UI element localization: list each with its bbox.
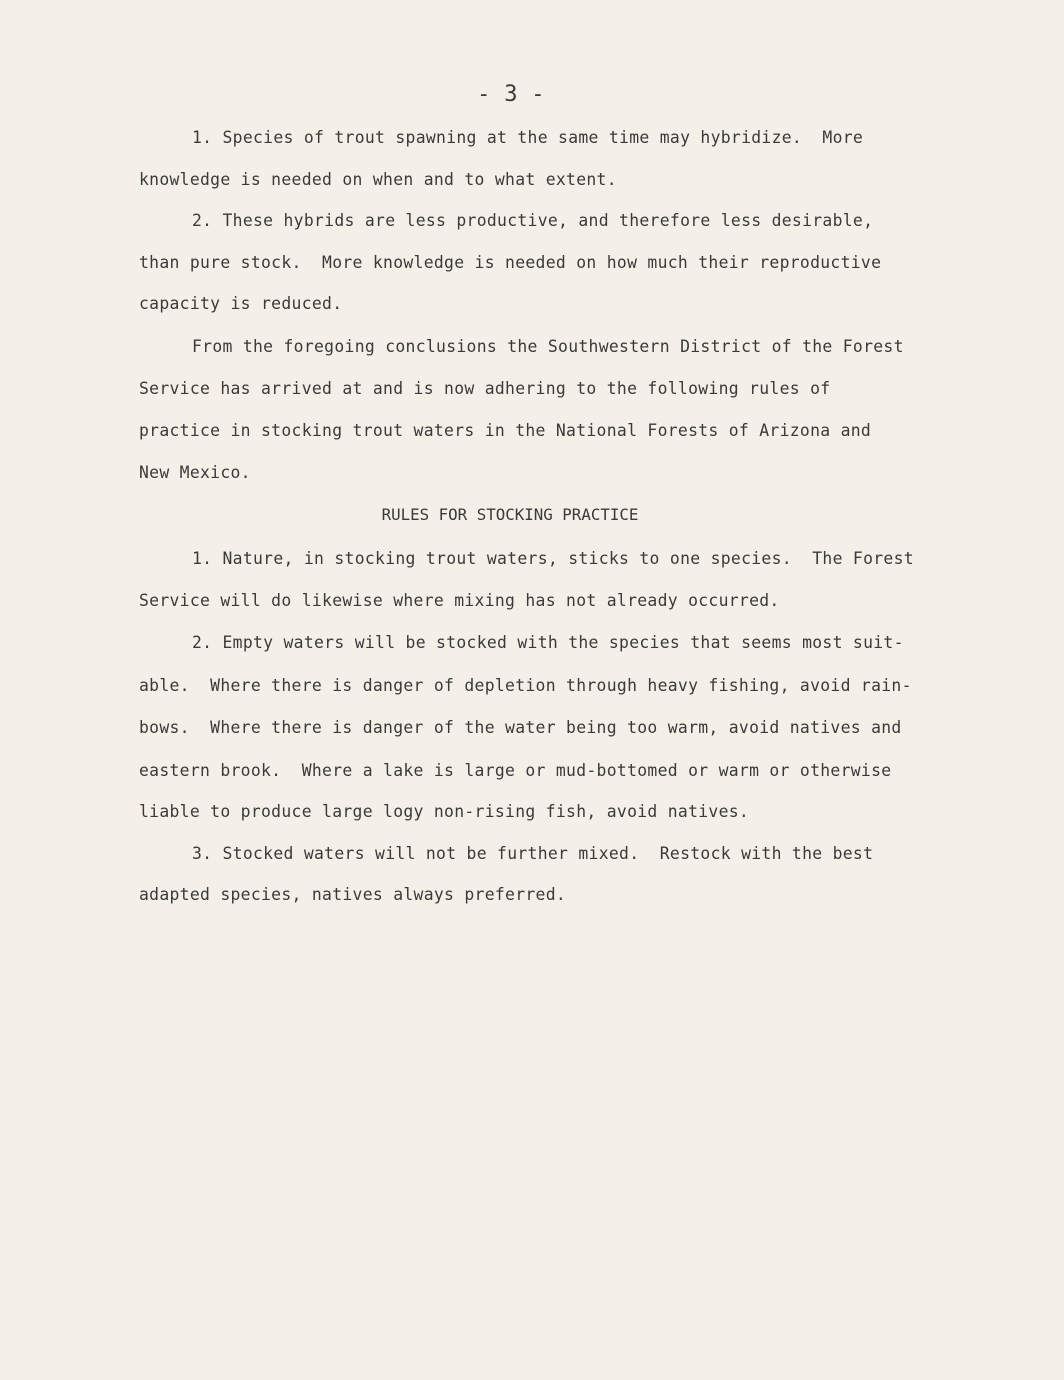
text-line: Service has arrived at and is now adhering to the following rules of [139, 379, 831, 398]
text-line: 1. Nature, in stocking trout waters, sticks to one species. The Forest [192, 549, 914, 568]
text-line: 1. Species of trout spawning at the same time may hybridize. More [192, 128, 864, 147]
text-line: able. Where there is danger of depletion through heavy fishing, avoid rain- [139, 676, 912, 695]
text-line: 2. Empty waters will be stocked with the species that seems most suit- [192, 633, 904, 652]
text-line: New Mexico. [139, 463, 251, 482]
text-line: adapted species, natives always preferred. [139, 885, 567, 904]
text-line: From the foregoing conclusions the Southwestern District of the Forest [192, 337, 904, 356]
page-number: - 3 - [477, 82, 545, 107]
text-line: practice in stocking trout waters in the National Forests of Arizona and [139, 421, 872, 440]
text-line: liable to produce large logy non-rising fish, avoid natives. [139, 802, 750, 821]
text-line: than pure stock. More knowledge is needed on how much their reproductive [139, 253, 882, 272]
text-line: 3. Stocked waters will not be further mixed. Restock with the best [192, 844, 874, 863]
text-line: bows. Where there is danger of the water being too warm, avoid natives and [139, 718, 902, 737]
text-line: eastern brook. Where a lake is large or mud-bottomed or warm or otherwise [139, 761, 892, 780]
section-heading: RULES FOR STOCKING PRACTICE [381, 505, 639, 524]
text-line: capacity is reduced. [139, 294, 343, 313]
text-line: 2. These hybrids are less productive, and therefore less desirable, [192, 211, 874, 230]
text-line: Service will do likewise where mixing has not already occurred. [139, 591, 780, 610]
text-line: knowledge is needed on when and to what extent. [139, 170, 617, 189]
